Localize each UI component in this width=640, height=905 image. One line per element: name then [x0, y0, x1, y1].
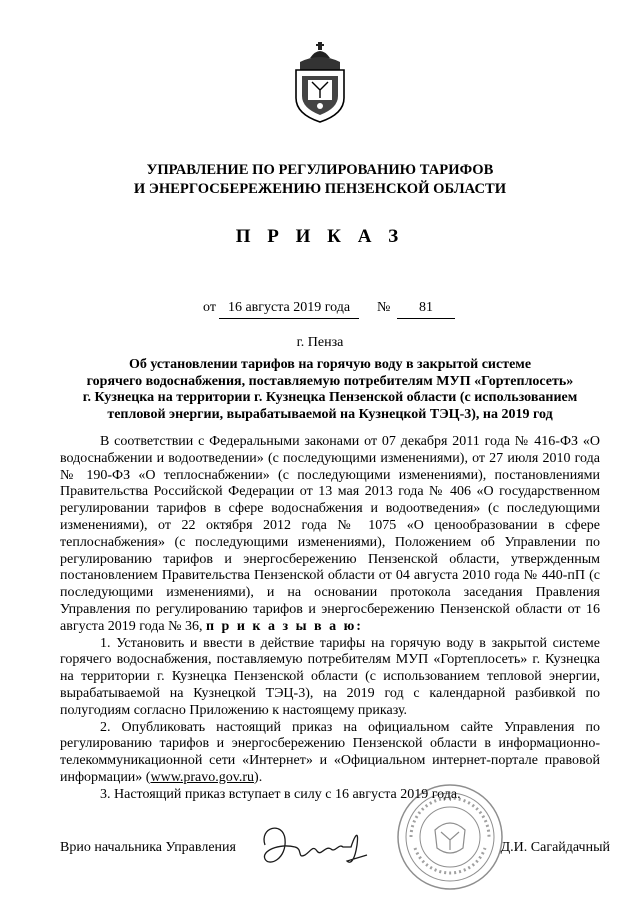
order-subject — [60, 357, 600, 423]
coat-of-arms-icon — [290, 40, 350, 124]
handwritten-signature-icon — [255, 815, 375, 875]
item-2 — [60, 720, 600, 787]
document-type-title: П Р И К А З — [235, 226, 405, 247]
signatory-name: Д.И. Сагайдачный — [500, 840, 610, 855]
subject-line-2: горячего водоснабжения, поставляемую потребителям МУП «Гортеплосеть» — [86, 373, 574, 389]
item-2-tail: ). — [254, 769, 263, 785]
order-number: 81 — [419, 300, 433, 315]
order-date: 16 августа 2019 года — [227, 300, 351, 315]
subject-line-4: тепловой энергии, вырабатываемой на Кузнецкой ТЭЦ-3), на 2019 год — [107, 406, 553, 422]
city-name: г. Пенза — [296, 335, 344, 350]
item-1: 1. Установить и ввести в действие тарифы на горячую воду в закрытой системе горячего водоснабжения, поставляемую потребителям МУП «Гортеплосеть» г. Кузнецка на территории г. Кузнецка Пензенской области (с использованием тепловой энергии, вырабатываемой на Кузнецкой ТЭЦ-3), на 2019 год с календарной разбивкой по полугодиям согласно Приложению к настоящему приказу. — [60, 635, 600, 718]
pravo-gov-link[interactable]: www.pravo.gov.ru — [150, 769, 255, 785]
organization-name — [60, 161, 580, 199]
signatory-position: Врио начальника Управления — [60, 840, 236, 855]
number-label: № — [377, 300, 391, 315]
date-underline — [219, 318, 359, 319]
item-3: 3. Настоящий приказ вступает в силу с 16 августа 2019 года. — [100, 786, 461, 802]
order-word: п р и к а з ы в а ю: — [205, 618, 363, 634]
order-body — [60, 434, 600, 804]
number-underline — [397, 318, 455, 319]
item-2-text: 2. Опубликовать настоящий приказ на официальном сайте Управления по регулированию тарифов и энергосбережению Пензенской области в информационно-телекоммуникационной сети «Интернет» и «Официальном интернет-портале правовой информации» ( — [60, 719, 600, 785]
from-label: от — [203, 300, 216, 315]
official-seal-stamp-icon — [395, 782, 505, 892]
org-line-2: И ЭНЕРГОСБЕРЕЖЕНИЮ ПЕНЗЕНСКОЙ ОБЛАСТИ — [133, 181, 507, 197]
org-line-1: УПРАВЛЕНИЕ ПО РЕГУЛИРОВАНИЮ ТАРИФОВ — [146, 162, 494, 178]
preamble-paragraph — [60, 434, 600, 636]
preamble-text: В соответствии с Федеральными законами от 07 декабря 2011 года № 416-ФЗ «О водоснабжении и водоотведении» (с последующими изменениями), от 27 июля 2010 года № 190-ФЗ «О теплоснабжении» (с последующими изменениями), постановлениями Правительства Российской Федерации от 13 мая 2013 года № 406 «О государственном регулировании тарифов в сфере водоснабжения и водоотведения» (с последующими изменениями), от 22 октября 2012 года № 1075 «О ценообразовании в сфере теплоснабжения» (с последующими изменениями), Положением об Управлении по регулированию тарифов и энергосбережению Пензенской области, утвержденным постановлением Правительства Пензенской области от 04 августа 2010 года № 440-пП (с последующими изменениями), и на основании протокола заседания Правления Управления по регулированию тарифов и энергосбережению Пензенской области от 16 августа 2019 года № 36, — [60, 434, 600, 634]
subject-line-3: г. Кузнецка на территории г. Кузнецка Пензенской области (с использованием — [82, 390, 578, 406]
subject-line-1: Об установлении тарифов на горячую воду в закрытой системе — [128, 357, 532, 372]
